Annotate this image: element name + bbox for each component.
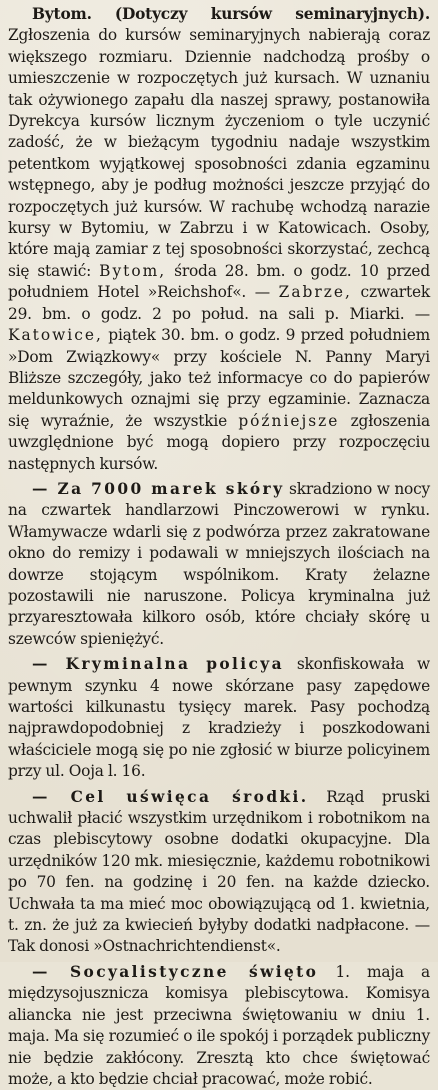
article-topic: (Dotyczy kursów seminaryjnych). — [114, 5, 430, 23]
article-lead: — Cel uświęca środki. — [32, 787, 309, 806]
article-leather-theft — [8, 479, 430, 650]
spaced-word-katowice: Katowice, — [8, 326, 103, 345]
spaced-word-pozniejsze: późniejsze — [238, 411, 340, 430]
article-criminal-police — [8, 654, 430, 782]
article-end-justifies-means — [8, 787, 430, 958]
article-lead: — Socyalistyczne święto — [32, 962, 319, 981]
article-text: skradziono w nocy na czwartek handlarzowi Pinczowerowi w rynku. Włamywacze wdarli się z podwórza przez zakratowane okno do remizy i podawali w mniejszych ilościach na dowrze stojącym wspólnikom. Kraty żelazne pozostawili nie naruszone. Policya kryminalna już przyaresztowała kilkoro osób, które chciały skórę u szewców spieniężyć. — [8, 479, 431, 648]
article-text: czwartek 29. bm. o godz. 2 po połud. na sali p. Miarki. — — [8, 283, 430, 323]
article-text: środa 28. bm. o godz. 10 przed południem Hotel »Reichshof«. — — [8, 261, 430, 302]
article-socialist-holiday — [8, 962, 430, 1090]
article-lead: — Kryminalna policya — [32, 655, 285, 674]
article-lead: — Za 7000 marek skóry — [32, 479, 285, 498]
news-column — [8, 4, 430, 1090]
article-text: Zgłoszenia do kursów seminaryjnych nabierają coraz większego rozmiaru. Dziennie nadchodzą prośby o umieszczenie w rozpoczętych już kursach. W uznaniu tak ożywionego zapału dla naszej sprawy, postanowiła Dyrekcya kursów licznym życzeniom o tyle uczynić zadość, że w bieżącym tygodniu nadaje wszystkim petentkom wyjątkowej sposobności zdania egzaminu wstępnego, aby je podług możności jeszcze przyjąć do rozpoczętych już kursów. W rachubę wchodzą narazie kursy w Bytomiu, w Zabrzu i w Katowicach. Osoby, które mają zamiar z tej sposobności skorzystać, zechcą się stawić: — [8, 26, 430, 280]
article-place: Bytom. — [32, 5, 92, 23]
article-text: piątek 30. bm. o godz. 9 przed południem »Dom Związkowy« przy kościele N. Panny Maryi Bliższe szczegóły, jako też informacye co do papierów meldunkowych oznajmi się przy egzaminie. Zaznacza się wyraźnie, że wszystkie — [8, 326, 430, 430]
spaced-word-zabrze: Zabrze, — [278, 283, 352, 302]
article-text: zgłoszenia uwzględnione być mogą dopiero przy rozpoczęciu następnych kursów. — [8, 411, 430, 473]
article-seminary-courses — [8, 4, 430, 475]
spaced-word-bytom: Bytom, — [99, 261, 167, 280]
article-text: skonfiskowała w pewnym szynku 4 nowe skórzane pasy zapędowe wartości kilkunastu tysięcy marek. Pasy pochodzą najprawdopodobniej z kradzieży i poszkodowani właściciele mogą się po nie zgłosić w biurze policyinem przy ul. Ooja l. 16. — [8, 655, 430, 781]
article-text: 1. maja a międzysojusznicza komisya plebiscytowa. Komisya aliancka nie jest przeciwna świętowaniu w dniu 1. maja. Ma się rozumieć o ile spokój i porządek publiczny nie będzie zakłócony. Zresztą kto chce świętować może, a kto będzie chciał pracować, może robić. — [8, 962, 430, 1088]
article-text: Rząd pruski uchwalił płacić wszystkim urzędnikom i robotnikom na czas plebiscytowy osobne dodatki okupacyjne. Dla urzędników 120 mk. miesięcznie, każdemu robotnikowi po 70 fen. na godzinę i 20 fen. na każde dziecko. Uchwała ta ma mieć moc obowiązującą od 1. kwietnia, t. zn. że już za kwiecień byłyby dodatki nadpłacone. — Tak donosi »Ostnachrichtendienst«. — [8, 787, 430, 956]
